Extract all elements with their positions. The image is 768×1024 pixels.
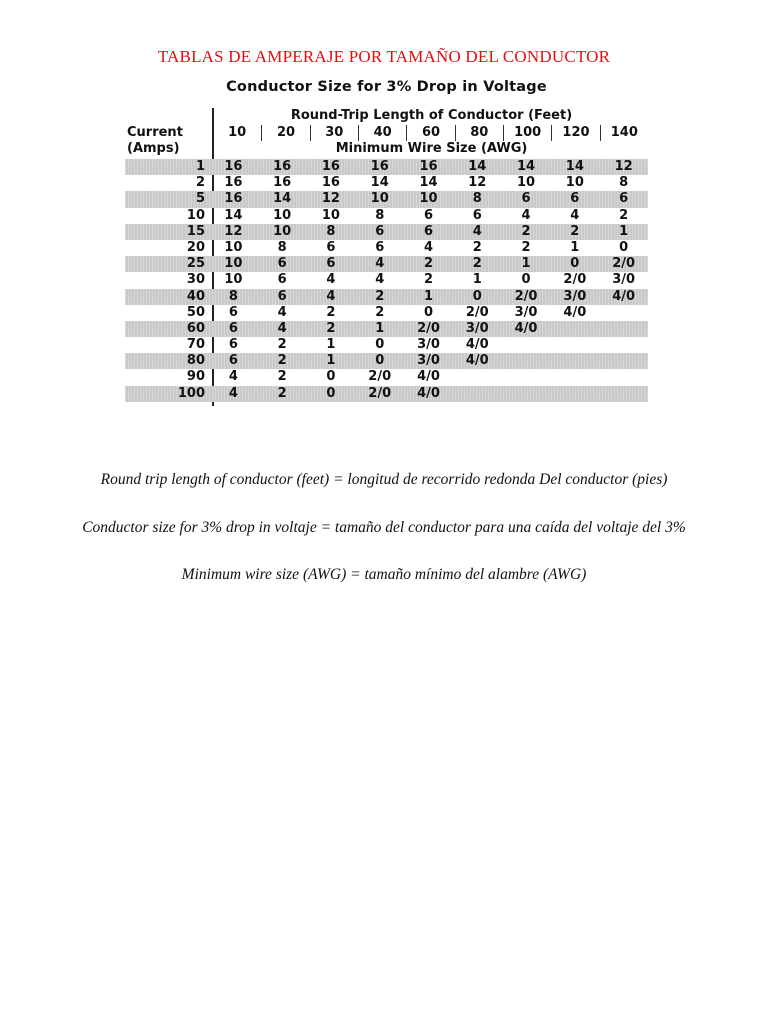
translation-note-min-wire: Minimum wire size (AWG) = tamaño mínimo del alambre (AWG) [181, 566, 587, 583]
wire-size-cell: 4 [521, 207, 531, 223]
wire-size-cell: 16 [224, 175, 243, 191]
wire-size-cell: 2 [277, 369, 287, 385]
wire-size-cell: 1 [326, 353, 336, 369]
wire-size-cell: 6 [277, 272, 287, 288]
table-row [125, 321, 648, 337]
length-header-cell: 120 [551, 125, 599, 141]
length-header-cell: 10 [228, 125, 247, 140]
wire-size-cell: 2 [570, 223, 580, 239]
length-header-row [213, 125, 648, 141]
current-cell: 100 [177, 385, 205, 401]
wire-size-cell: 10 [273, 223, 292, 239]
wire-size-cell [502, 353, 551, 369]
table-row [125, 353, 648, 369]
wire-size-cell: 2 [472, 239, 482, 255]
wire-size-cell: 6 [277, 256, 287, 272]
wire-size-cell: 4 [375, 272, 385, 288]
table-row [125, 369, 648, 385]
wire-size-cell: 6 [472, 207, 482, 223]
wire-size-cell: 12 [468, 175, 487, 191]
length-header-cell: 20 [261, 125, 309, 141]
table-row [125, 386, 648, 402]
wire-size-cell: 1 [570, 239, 580, 255]
wire-size-cell: 16 [419, 159, 438, 174]
wire-size-cell: 8 [375, 207, 385, 223]
wire-size-cell: 14 [468, 159, 487, 174]
wire-size-cell: 3/0 [563, 288, 587, 304]
wire-size-cell: 2 [326, 304, 336, 320]
wire-size-cell: 14 [419, 175, 438, 191]
wire-size-cell: 0 [326, 385, 336, 401]
wire-size-cell: 4/0 [417, 385, 440, 401]
wire-size-cell: 4 [326, 272, 336, 288]
table-row [125, 337, 648, 353]
wire-size-cell: 6 [228, 353, 238, 369]
wire-size-cell [453, 386, 502, 402]
wire-size-cell: 2/0 [465, 304, 489, 320]
wire-size-cell: 0 [375, 337, 385, 353]
wire-size-cell: 14 [224, 207, 243, 223]
wire-size-cell: 2/0 [417, 320, 440, 336]
wire-size-cell: 12 [321, 191, 340, 207]
wire-size-cell: 4 [423, 239, 434, 255]
wire-size-cell: 2 [277, 337, 287, 353]
wire-size-cell: 1 [619, 223, 629, 239]
wire-size-cell [550, 369, 599, 385]
translation-note-voltage-drop: Conductor size for 3% drop in voltaje = tamaño del conductor para una caída del voltaje del 3% [82, 519, 686, 536]
wire-size-cell: 6 [228, 337, 238, 353]
current-cell: 60 [186, 320, 205, 336]
minimum-wire-size-header: Minimum Wire Size (AWG) [335, 141, 528, 156]
wire-size-cell [453, 369, 502, 385]
wire-size-cell: 16 [273, 159, 292, 174]
wire-size-cell: 3/0 [465, 320, 489, 336]
wire-size-cell: 16 [224, 159, 243, 174]
wire-size-cell: 2 [375, 304, 385, 320]
current-cell: 5 [195, 191, 205, 207]
wire-size-cell: 14 [565, 159, 584, 174]
wire-size-cell: 10 [321, 207, 340, 223]
current-cell: 70 [186, 337, 205, 353]
wire-size-cell: 14 [370, 175, 389, 191]
round-trip-length-header: Round-Trip Length of Conductor (Feet) [290, 108, 573, 123]
wire-size-cell [502, 386, 551, 402]
wire-size-cell [550, 321, 599, 337]
wire-size-cell: 2 [521, 223, 531, 239]
wire-size-cell: 2 [277, 385, 287, 401]
table-row [125, 240, 648, 256]
wire-size-cell: 6 [375, 223, 385, 239]
table-row [125, 208, 648, 224]
wire-size-cell: 6 [570, 191, 580, 207]
wire-size-cell: 12 [224, 223, 243, 239]
wire-size-cell: 8 [277, 239, 287, 255]
length-header-cell: 60 [406, 125, 454, 141]
wire-size-cell: 16 [273, 175, 292, 191]
table-row [125, 159, 648, 175]
length-header-cell: 40 [358, 125, 406, 141]
current-cell: 10 [186, 207, 205, 223]
wire-size-cell: 6 [375, 239, 385, 255]
wire-size-cell: 0 [472, 288, 482, 304]
wire-size-cell: 3/0 [612, 272, 636, 288]
wire-size-cell: 2 [375, 288, 385, 304]
table-row [125, 256, 648, 272]
table-row [125, 191, 648, 207]
wire-size-cell: 4/0 [465, 353, 489, 369]
wire-size-cell: 6 [277, 288, 287, 304]
wire-size-cell: 10 [517, 175, 536, 191]
wire-size-cell: 14 [517, 159, 536, 174]
wire-size-cell [502, 369, 551, 385]
wire-size-cell: 16 [370, 159, 389, 174]
length-header-cell: 30 [310, 125, 358, 141]
current-cell: 25 [186, 256, 205, 272]
wire-size-cell: 2 [619, 207, 629, 223]
wire-size-cell: 4/0 [563, 304, 587, 320]
wire-size-cell: 0 [375, 353, 385, 369]
wire-size-cell [599, 305, 648, 321]
wire-size-cell: 4 [228, 385, 238, 401]
wire-size-cell: 1 [521, 256, 531, 272]
wire-size-cell: 4/0 [417, 369, 440, 385]
wire-size-cell: 2/0 [368, 385, 392, 401]
wire-size-cell [599, 321, 648, 337]
wire-size-cell: 3/0 [514, 304, 538, 320]
wire-size-cell [502, 337, 551, 353]
wire-size-cell: 4 [277, 304, 287, 320]
wire-size-cell: 10 [370, 191, 389, 207]
wire-size-cell: 1 [472, 272, 482, 288]
wire-size-cell: 10 [419, 191, 438, 207]
wire-size-cell [599, 386, 648, 402]
wire-size-cell: 6 [619, 191, 629, 207]
wire-size-cell: 12 [614, 159, 633, 174]
wire-size-cell: 0 [326, 369, 336, 385]
wire-size-cell: 14 [273, 191, 292, 207]
wire-size-cell: 2 [423, 272, 434, 288]
translation-note-round-trip: Round trip length of conductor (feet) = longitud de recorrido redonda Del conductor (pies) [100, 471, 668, 488]
wire-size-cell: 6 [326, 239, 336, 255]
wire-size-cell [550, 386, 599, 402]
wire-size-cell: 16 [321, 175, 340, 191]
table-body [125, 159, 648, 402]
wire-size-cell: 6 [423, 207, 434, 223]
wire-size-cell: 2/0 [563, 272, 587, 288]
wire-size-cell [550, 337, 599, 353]
wire-size-cell: 10 [273, 207, 292, 223]
wire-size-cell: 4 [326, 288, 336, 304]
wire-size-cell: 2 [326, 320, 336, 336]
wire-size-cell: 0 [423, 304, 434, 320]
wire-size-cell: 2/0 [368, 369, 392, 385]
wire-size-cell: 3/0 [417, 337, 440, 353]
wire-size-cell: 1 [375, 320, 385, 336]
wire-size-cell: 1 [326, 337, 336, 353]
wire-size-cell: 2/0 [612, 256, 636, 272]
length-header-cell: 140 [600, 125, 648, 141]
table-row [125, 305, 648, 321]
current-cell: 30 [186, 272, 205, 288]
wire-size-cell: 4 [228, 369, 238, 385]
amperage-table-figure [125, 74, 648, 406]
wire-size-cell: 1 [423, 288, 434, 304]
table-row [125, 175, 648, 191]
wire-size-cell [599, 337, 648, 353]
wire-size-cell: 4/0 [612, 288, 636, 304]
wire-size-cell: 2 [521, 239, 531, 255]
wire-size-cell: 16 [224, 191, 243, 207]
current-header: Current [127, 125, 183, 140]
current-cell: 40 [186, 288, 205, 304]
length-header-cell: 80 [455, 125, 503, 141]
wire-size-cell: 16 [321, 159, 340, 174]
wire-size-cell [599, 353, 648, 369]
wire-size-cell: 10 [565, 175, 584, 191]
wire-size-cell: 8 [472, 191, 482, 207]
wire-size-cell: 10 [224, 256, 243, 272]
wire-size-cell: 0 [521, 272, 531, 288]
current-cell: 20 [186, 239, 205, 255]
wire-size-cell: 2 [277, 353, 287, 369]
wire-size-cell: 8 [228, 288, 238, 304]
wire-size-cell: 8 [326, 223, 336, 239]
wire-size-cell: 0 [619, 239, 629, 255]
table-row [125, 224, 648, 240]
wire-size-cell [550, 353, 599, 369]
wire-size-cell: 2 [423, 256, 434, 272]
wire-size-cell: 6 [228, 320, 238, 336]
current-cell: 15 [186, 223, 205, 239]
amps-header: (Amps) [127, 141, 180, 156]
wire-size-cell: 8 [619, 175, 629, 191]
wire-size-cell: 6 [423, 223, 434, 239]
wire-size-cell: 4 [277, 320, 287, 336]
wire-size-cell: 10 [224, 272, 243, 288]
wire-size-cell: 4 [472, 223, 482, 239]
wire-size-cell: 0 [570, 256, 580, 272]
wire-size-cell [599, 369, 648, 385]
current-cell: 2 [195, 175, 205, 191]
wire-size-cell: 2/0 [514, 288, 538, 304]
current-cell: 80 [186, 353, 205, 369]
wire-size-cell: 4 [375, 256, 385, 272]
table-title: Conductor Size for 3% Drop in Voltage [226, 79, 547, 95]
current-cell: 1 [195, 159, 205, 174]
wire-size-cell: 6 [326, 256, 336, 272]
wire-size-cell: 6 [521, 191, 531, 207]
wire-size-cell: 4 [570, 207, 580, 223]
table-row [125, 272, 648, 288]
wire-size-cell: 2 [472, 256, 482, 272]
length-header-cell: 100 [503, 125, 551, 141]
wire-size-cell: 6 [228, 304, 238, 320]
current-cell: 50 [186, 304, 205, 320]
table-row [125, 289, 648, 305]
document-title: TABLAS DE AMPERAJE POR TAMAÑO DEL CONDUCTOR [157, 47, 611, 66]
current-cell: 90 [186, 369, 205, 385]
wire-size-cell: 4/0 [465, 337, 489, 353]
wire-size-cell: 10 [224, 239, 243, 255]
wire-size-cell: 3/0 [417, 353, 440, 369]
wire-size-cell: 4/0 [514, 320, 538, 336]
